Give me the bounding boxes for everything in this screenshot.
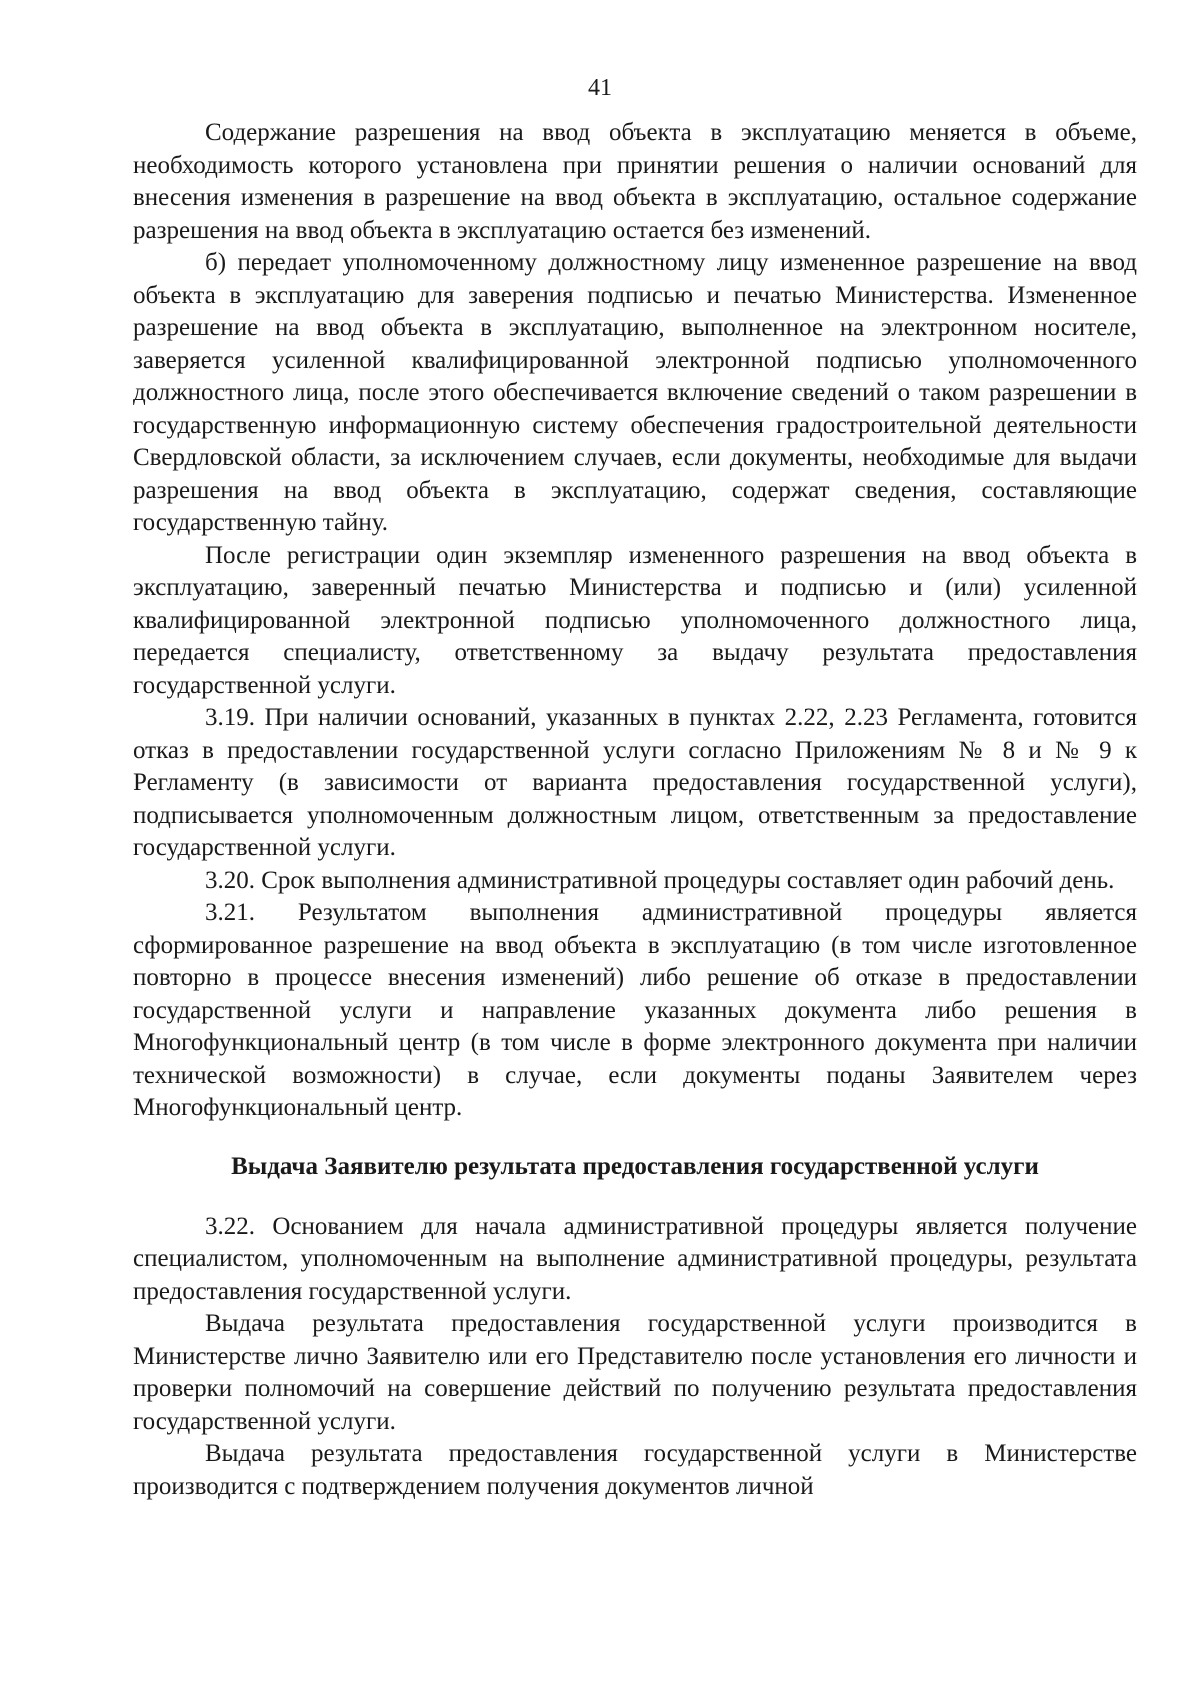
paragraph: 3.20. Срок выполнения административной процедуры составляет один рабочий день. <box>205 866 1115 894</box>
paragraph: 3.22. Основанием для начала административной процедуры является получение специалистом, уполномоченным на выполнение административной процедуры, результата предоставления государственной услуги. <box>133 1212 1137 1305</box>
paragraph: 3.19. При наличии оснований, указанных в пунктах 2.22, 2.23 Регламента, готовится отказ в предоставлении государственной услуги согласно Приложениям № 8 и № 9 к Регламенту (в зависимости от варианта предоставления государственной услуги), подписывается уполномоченным должностным лицом, ответственным за предоставление государственной услуги. <box>133 704 1137 861</box>
paragraph: Выдача результата предоставления государственной услуги в Министерстве производится с подтверждением получения документов личной <box>133 1440 1137 1500</box>
document-body <box>133 117 1137 1503</box>
paragraph: Содержание разрешения на ввод объекта в эксплуатацию меняется в объеме, необходимость которого установлена при принятии решения о наличии оснований для внесения изменения в разрешение на ввод объекта в эксплуатацию, остальное содержание разрешения на ввод объекта в эксплуатацию остается без изменений. <box>133 119 1137 244</box>
paragraph: 3.21. Результатом выполнения административной процедуры является сформированное разрешение на ввод объекта в эксплуатацию (в том числе изготовленное повторно в процессе внесения изменений) либо решение об отказе в предоставлении государственной услуги и направление указанных документа либо решения в Многофункциональный центр (в том числе в форме электронного документа при наличии технической возможности) в случае, если документы поданы Заявителем через Многофункциональный центр. <box>133 899 1137 1121</box>
paragraph: Выдача результата предоставления государственной услуги производится в Министерстве лично Заявителю или его Представителю после установления его личности и проверки полномочий на совершение действий по получению результата предоставления государственной услуги. <box>133 1310 1137 1435</box>
paragraph: б) передает уполномоченному должностному лицу измененное разрешение на ввод объекта в эксплуатацию для заверения подписью и печатью Министерства. Измененное разрешение на ввод объекта в эксплуатацию, выполненное на электронном носителе, заверяется усиленной квалифицированной электронной подписью уполномоченного должностного лица, после этого обеспечивается включение сведений о таком разрешении в государственную информационную систему обеспечения градостроительной деятельности Свердловской области, за исключением случаев, если документы, необходимые для выдачи разрешения на ввод объекта в эксплуатацию, содержат сведения, составляющие государственную тайну. <box>133 249 1137 536</box>
page-number: 41 <box>588 75 612 101</box>
paragraph: После регистрации один экземпляр измененного разрешения на ввод объекта в эксплуатацию, заверенный печатью Министерства и подписью и (или) усиленной квалифицированной электронной подписью уполномоченного должностного лица, передается специалисту, ответственному за выдачу результата предоставления государственной услуги. <box>133 541 1137 699</box>
section-heading: Выдача Заявителю результата предоставления государственной услуги <box>231 1152 1039 1180</box>
